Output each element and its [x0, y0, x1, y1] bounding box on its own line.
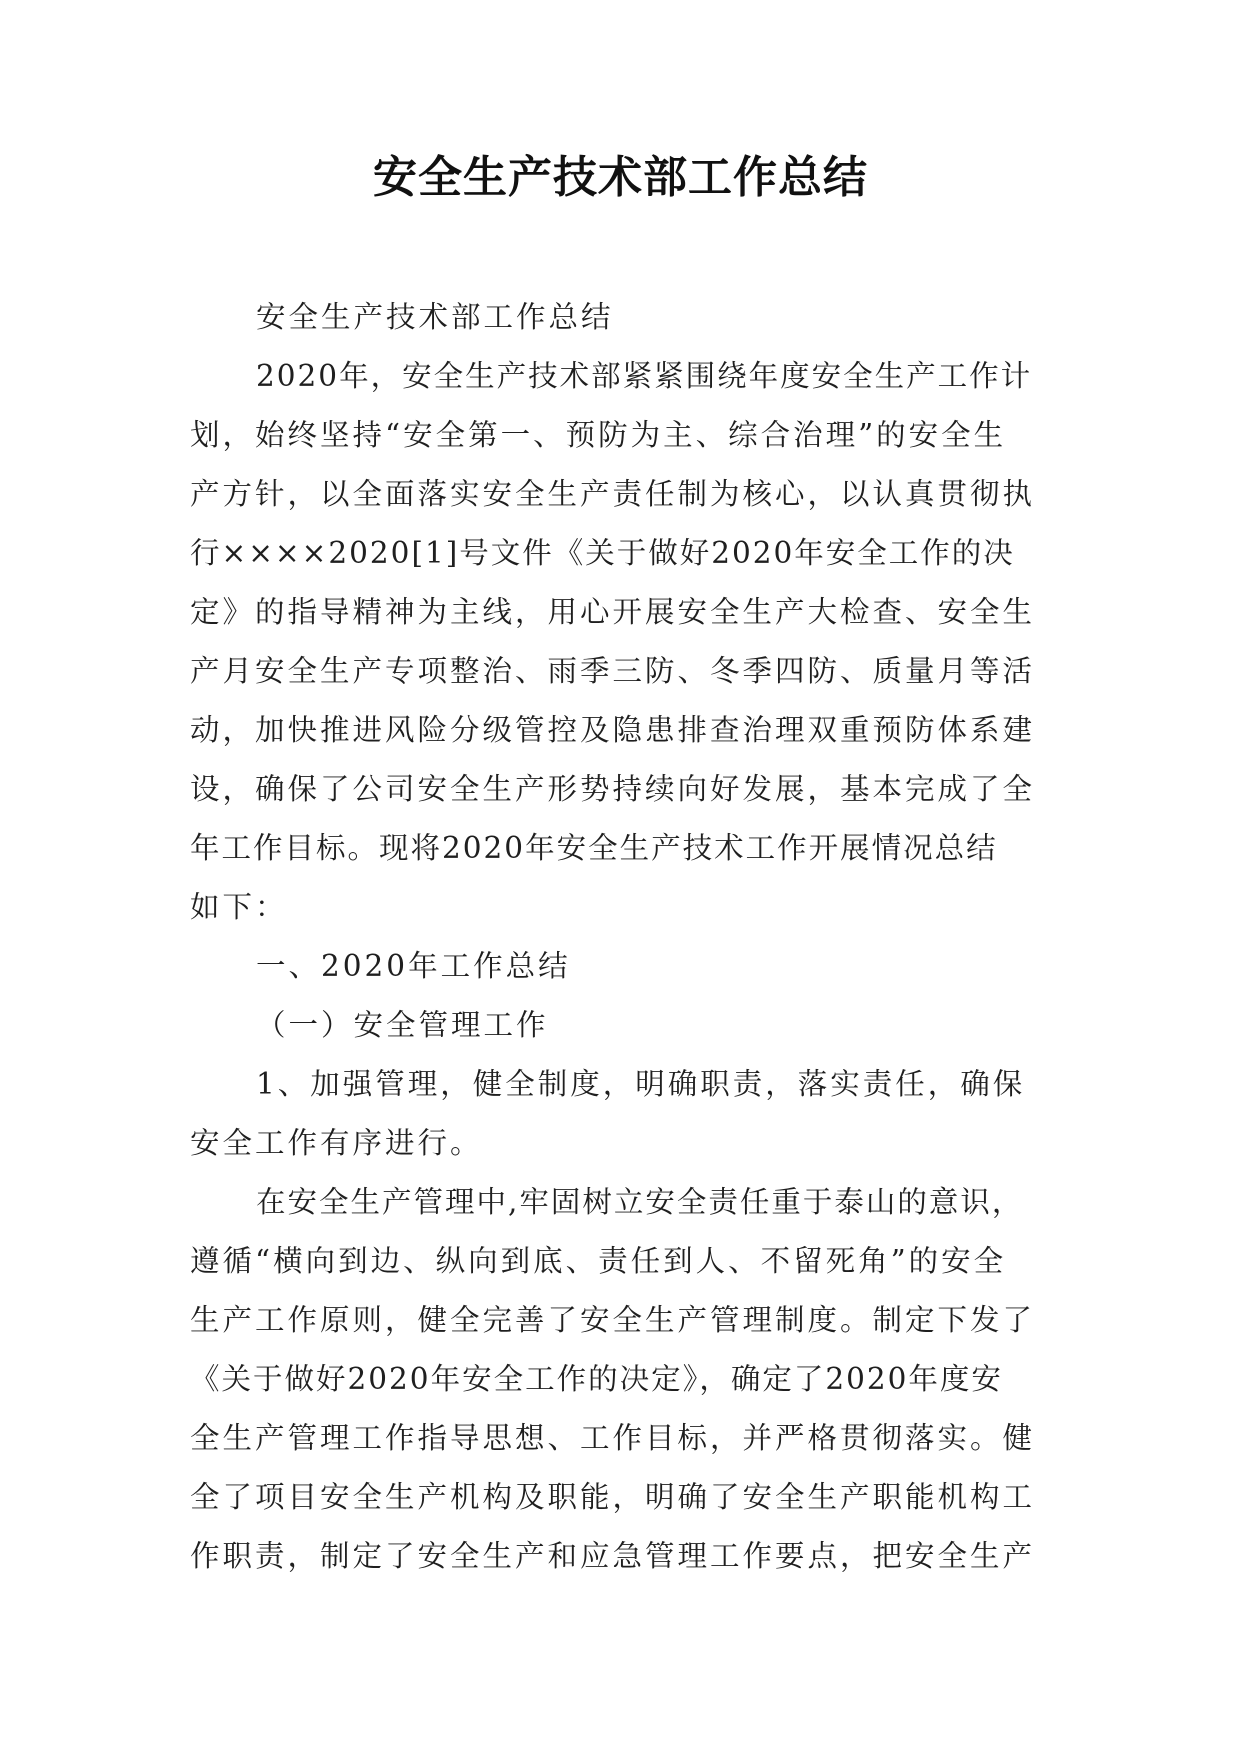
paragraph-line: 行××××2020[1]号文件《关于做好2020年安全工作的决: [190, 536, 1015, 570]
paragraph-line: 安全工作有序进行。: [190, 1126, 483, 1160]
paragraph-line: 全了项目安全生产机构及职能，明确了安全生产职能机构工: [190, 1480, 1036, 1514]
paragraph-line: 1、加强管理，健全制度，明确职责，落实责任，确保: [256, 1067, 1026, 1101]
paragraph-line: 年工作目标。现将2020年安全生产技术工作开展情况总结: [190, 831, 998, 865]
paragraph-line: 2020年，安全生产技术部紧紧围绕年度安全生产工作计: [256, 359, 1033, 393]
paragraph-line: 定》的指导精神为主线，用心开展安全生产大检查、安全生: [190, 595, 1036, 629]
paragraph-line: 如下：: [190, 890, 288, 924]
paragraph-line: 全生产管理工作指导思想、工作目标，并严格贯彻落实。健: [190, 1421, 1036, 1455]
section-heading: 一、2020年工作总结: [256, 949, 571, 983]
paragraph-line: 在安全生产管理中,牢固树立安全责任重于泰山的意识，: [256, 1185, 1024, 1219]
paragraph-line: 产方针，以全面落实安全生产责任制为核心，以认真贯彻执: [190, 477, 1036, 511]
paragraph-line: 遵循“横向到边、纵向到底、责任到人、不留死角”的安全: [190, 1244, 1007, 1278]
paragraph-line: 《关于做好2020年安全工作的决定》，确定了2020年度安: [190, 1362, 1003, 1396]
paragraph-line: 生产工作原则，健全完善了安全生产管理制度。制定下发了: [190, 1303, 1036, 1337]
document-body: [190, 288, 1052, 1586]
paragraph-line: 作职责，制定了安全生产和应急管理工作要点，把安全生产: [190, 1539, 1036, 1573]
paragraph-line: 产月安全生产专项整治、雨季三防、冬季四防、质量月等活: [190, 654, 1036, 688]
document-title: 安全生产技术部工作总结: [373, 152, 868, 203]
paragraph-line: 动，加快推进风险分级管控及隐患排查治理双重预防体系建: [190, 713, 1036, 747]
paragraph-line: 设，确保了公司安全生产形势持续向好发展，基本完成了全: [190, 772, 1036, 806]
subtitle-line: 安全生产技术部工作总结: [256, 300, 614, 334]
paragraph-line: 划，始终坚持“安全第一、预防为主、综合治理”的安全生: [190, 418, 1007, 452]
subsection-heading: （一）安全管理工作: [256, 1008, 549, 1042]
